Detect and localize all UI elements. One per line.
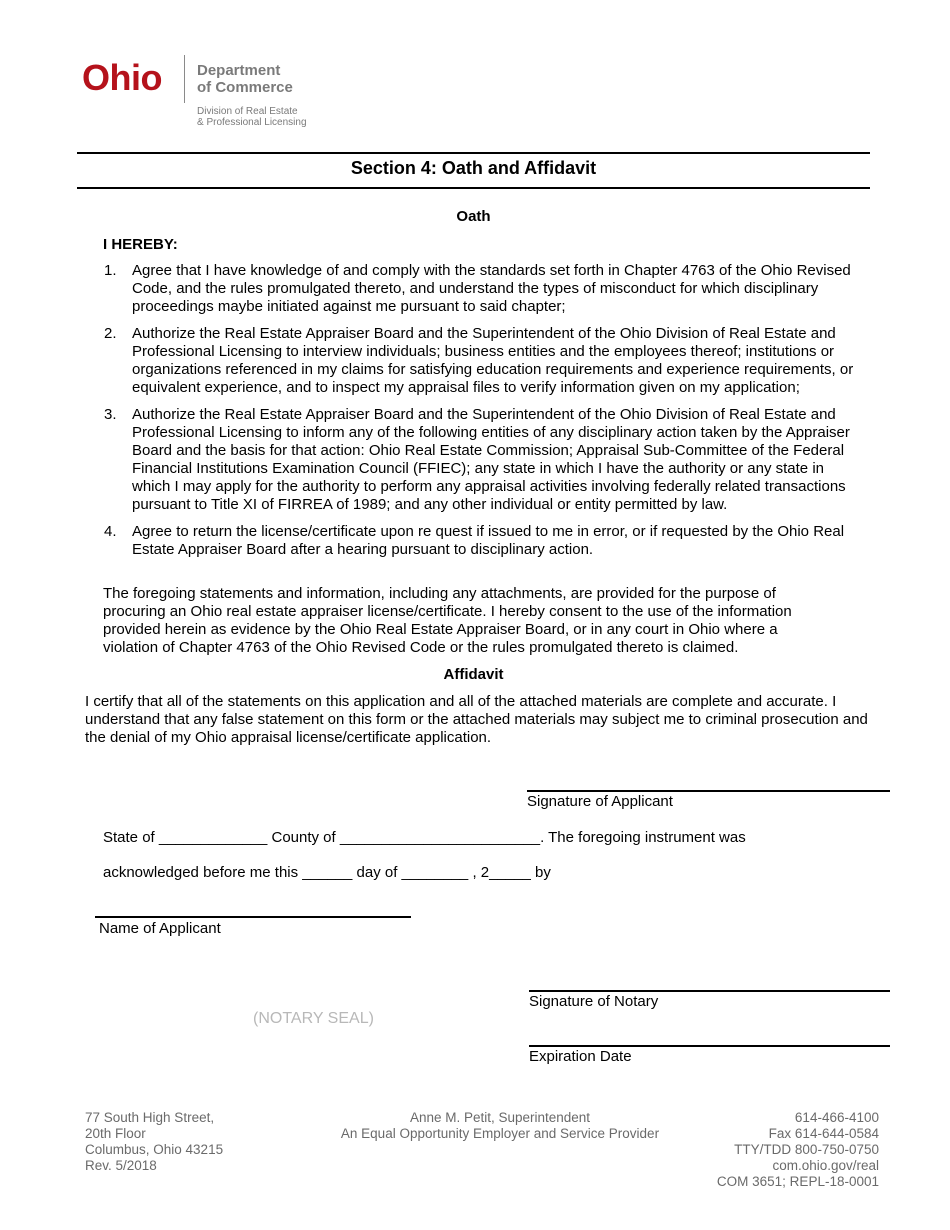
footer-form-number: COM 3651; REPL-18-0001 xyxy=(716,1174,879,1189)
footer-phone: 614-466-4100 xyxy=(794,1110,879,1125)
division-line-2: & Professional Licensing xyxy=(197,117,307,128)
oath-item xyxy=(104,325,864,397)
section-title: Section 4: Oath and Affidavit xyxy=(350,158,597,178)
footer-tty: TTY/TDD 800-750-0750 xyxy=(734,1142,879,1157)
footer-equal-opportunity: An Equal Opportunity Employer and Service Provider xyxy=(340,1126,660,1141)
oath-item xyxy=(104,262,864,316)
oath-item-number: 3. xyxy=(104,406,117,423)
oath-heading: Oath xyxy=(456,208,491,225)
oath-list xyxy=(104,262,864,568)
oath-item-number: 1. xyxy=(104,262,117,279)
acknowledged-line: acknowledged before me this ______ day of ________ , 2_____ by xyxy=(103,864,551,881)
applicant-signature-label: Signature of Applicant xyxy=(527,793,673,810)
notary-signature-line[interactable] xyxy=(529,990,890,992)
oath-item-text: Agree that I have knowledge of and comply with the standards set forth in Chapter 4763 of the Ohio Revised Code, and the rules promulgated thereto, and understand the types of misconduct for which disciplinary proceedings maybe initiated against me pursuant to said chapter; xyxy=(132,262,851,315)
oath-item-text: Authorize the Real Estate Appraiser Board and the Superintendent of the Ohio Division of Real Estate and Professional Licensing to inform any of the following entities of any disciplinary action taken by the Appraiser Board and the basis for that action: Ohio Real Estate Commission; Appraisal Sub-Committee of the Federal Financial Institutions Examination Council (FFIEC); any state in which I have the authority or any state in which I may apply for the authority to perform any appraisal activities involving federally related transactions pursuant to Title XI of FIRREA of 1989; and any other individual or entity permitted by law. xyxy=(132,406,850,513)
footer-website-link[interactable]: com.ohio.gov/real xyxy=(772,1158,879,1173)
oath-item-text: Agree to return the license/certificate upon re quest if issued to me in error, or if requested by the Ohio Real Estate Appraiser Board after a hearing pursuant to disciplinary action. xyxy=(132,523,845,558)
title-rule-bottom xyxy=(77,187,870,189)
affidavit-text: I certify that all of the statements on this application and all of the attached materials are complete and accurate. I understand that any false statement on this form or the attached materials may subject me to criminal prosecution and the denial of my Ohio appraisal license/certificate application. xyxy=(85,693,868,746)
oath-intro: I HEREBY: xyxy=(103,236,178,253)
footer-superintendent: Anne M. Petit, Superintendent xyxy=(409,1110,591,1125)
division-name xyxy=(197,106,307,128)
department-name xyxy=(197,62,293,96)
department-line-2: of Commerce xyxy=(197,79,293,96)
oath-closing: The foregoing statements and information, including any attachments, are provided for the purpose of procuring an Ohio real estate appraiser license/certificate. I hereby consent to the use of the information provided herein as evidence by the Ohio Real Estate Appraiser Board, or in any court in Ohio where a violation of Chapter 4763 of the Ohio Revised Code or the rules promulgated thereto is claimed. xyxy=(103,585,792,656)
footer-address xyxy=(85,1110,223,1174)
oath-item-number: 4. xyxy=(104,523,117,540)
footer-address-line: 20th Floor xyxy=(85,1126,146,1141)
affidavit-heading: Affidavit xyxy=(443,666,504,683)
ohio-logo: Ohio xyxy=(82,57,162,98)
division-line-1: Division of Real Estate xyxy=(197,106,298,117)
footer-address-line: Columbus, Ohio 43215 xyxy=(85,1142,224,1157)
oath-item-text: Authorize the Real Estate Appraiser Board and the Superintendent of the Ohio Division of Real Estate and Professional Licensing to interview individuals; business entities and the employees thereof; institutions or organizations referenced in my claims for satisfying education requirements and experience requirements, or equivalent experience, and to inspect my appraisal files to verify information given on my application; xyxy=(132,325,854,396)
notary-seal-placeholder: (NOTARY SEAL) xyxy=(253,1010,374,1027)
oath-item xyxy=(104,406,864,514)
title-rule-top xyxy=(77,152,870,154)
state-county-line: State of _____________ County of ________________________. The foregoing instrument was xyxy=(103,829,746,846)
oath-item-number: 2. xyxy=(104,325,117,342)
footer-contact xyxy=(640,1110,879,1190)
applicant-name-line[interactable] xyxy=(95,916,411,918)
expiration-date-label: Expiration Date xyxy=(529,1048,632,1065)
footer-address-line: 77 South High Street, xyxy=(85,1110,215,1125)
oath-item xyxy=(104,523,864,559)
expiration-date-line[interactable] xyxy=(529,1045,890,1047)
notary-signature-label: Signature of Notary xyxy=(529,993,659,1010)
department-line-1: Department xyxy=(197,62,281,79)
applicant-name-label: Name of Applicant xyxy=(99,920,221,937)
logo-divider xyxy=(184,55,185,103)
footer-fax: Fax 614-644-0584 xyxy=(768,1126,879,1141)
applicant-signature-line[interactable] xyxy=(527,790,890,792)
footer-revision: Rev. 5/2018 xyxy=(85,1158,157,1173)
